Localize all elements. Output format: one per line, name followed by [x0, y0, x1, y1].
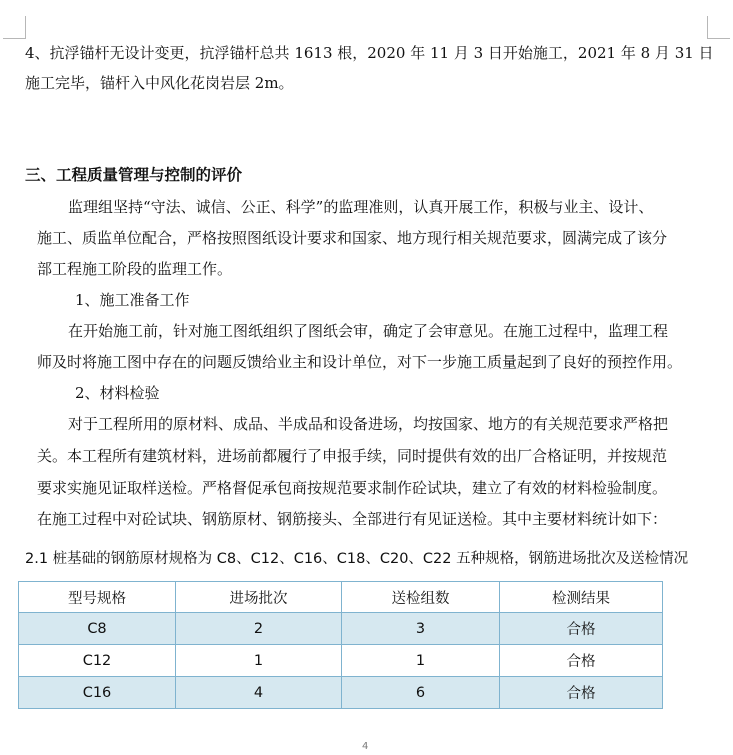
cell-batches: 2 [176, 613, 342, 645]
subsection-2-line-4: 在施工过程中对砼试块、钢筋原材、钢筋接头、全部进行有见证送检。其中主要材料统计如下： [37, 510, 668, 528]
header-batches: 进场批次 [176, 582, 342, 613]
crop-mark-top-right [707, 16, 730, 39]
paragraph-4-line-2: 施工完毕，锚杆入中风化花岗岩层 2m。 [25, 74, 294, 92]
cell-sample-groups: 6 [342, 677, 500, 709]
header-spec: 型号规格 [19, 582, 176, 613]
subsection-2-line-3: 要求实施见证取样送检。严格督促承包商按规范要求制作砼试块，建立了有效的材料检验制度。 [37, 479, 668, 497]
subsection-1-line-2: 师及时将施工图中存在的问题反馈给业主和设计单位，对下一步施工质量起到了良好的预控作用。 [37, 353, 683, 371]
page-number: 4 [362, 741, 369, 752]
cell-test-result: 合格 [500, 677, 663, 709]
rebar-inspection-table [18, 581, 663, 709]
table-caption: 2.1 桩基础的钢筋原材规格为 C8、C12、C16、C18、C20、C22 五种规格，钢筋进场批次及送检情况 [25, 551, 689, 567]
cell-batches: 1 [176, 645, 342, 677]
cell-spec: C16 [19, 677, 176, 709]
header-test-result: 检测结果 [500, 582, 663, 613]
cell-test-result: 合格 [500, 613, 663, 645]
paragraph-4-line-1: 4、抗浮锚杆无设计变更，抗浮锚杆总共 1613 根，2020 年 11 月 3 日开始施工，2021 年 8 月 31 日 [25, 44, 714, 62]
subsection-1-line-1: 在开始施工前，针对施工图纸组织了图纸会审，确定了会审意见。在施工过程中，监理工程 [68, 322, 669, 340]
cell-spec: C12 [19, 645, 176, 677]
cell-batches: 4 [176, 677, 342, 709]
subsection-2-heading: 2、材料检验 [75, 384, 160, 402]
cell-test-result: 合格 [500, 645, 663, 677]
table-row [19, 613, 663, 645]
intro-paragraph-line-2: 施工、质监单位配合，严格按照图纸设计要求和国家、地方现行相关规范要求，圆满完成了该分 [37, 229, 668, 247]
intro-paragraph-line-3: 部工程施工阶段的监理工作。 [37, 260, 233, 278]
cell-spec: C8 [19, 613, 176, 645]
crop-mark-top-left [3, 16, 26, 39]
section-3-heading: 三、工程质量管理与控制的评价 [25, 165, 243, 184]
cell-sample-groups: 3 [342, 613, 500, 645]
table-row [19, 645, 663, 677]
subsection-2-line-1: 对于工程所用的原材料、成品、半成品和设备进场，均按国家、地方的有关规范要求严格把 [68, 415, 669, 433]
header-sample-groups: 送检组数 [342, 582, 500, 613]
subsection-1-heading: 1、施工准备工作 [75, 291, 190, 309]
intro-paragraph-line-1: 监理组坚持“守法、诚信、公正、科学”的监理准则，认真开展工作，积极与业主、设计、 [68, 198, 654, 216]
table-row [19, 677, 663, 709]
table-header-row [19, 582, 663, 613]
subsection-2-line-2: 关。本工程所有建筑材料，进场前都履行了申报手续，同时提供有效的出厂合格证明，并按规范 [37, 447, 668, 465]
cell-sample-groups: 1 [342, 645, 500, 677]
